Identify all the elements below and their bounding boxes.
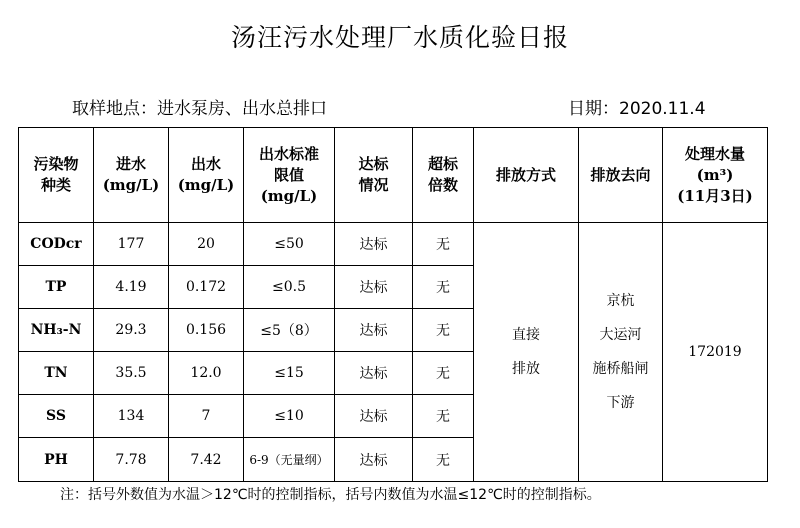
compliance-status: 达标 — [335, 395, 413, 438]
limit-value: ≤5（8） — [244, 309, 335, 352]
limit-value: ≤10 — [244, 395, 335, 438]
header-discharge-destination: 排放去向 — [579, 128, 663, 223]
exceed-ratio: 无 — [413, 352, 474, 395]
pollutant-name: CODcr — [19, 223, 94, 266]
outflow-value: 0.156 — [169, 309, 244, 352]
outflow-value: 7 — [169, 395, 244, 438]
inflow-value: 134 — [94, 395, 169, 438]
pollutant-name: TN — [19, 352, 94, 395]
header-pollutant: 污染物 种类 — [19, 128, 94, 223]
discharge-destination: 京杭 大运河 施桥船闸 下游 — [579, 223, 663, 482]
inflow-value: 177 — [94, 223, 169, 266]
outflow-value: 0.172 — [169, 266, 244, 309]
treated-volume: 172019 — [663, 223, 768, 482]
pollutant-name: SS — [19, 395, 94, 438]
table-row — [19, 223, 768, 266]
inflow-value: 29.3 — [94, 309, 169, 352]
footnote: 注：括号外数值为水温＞12℃时的控制指标，括号内数值为水温≤12℃时的控制指标。 — [60, 487, 601, 503]
pollutant-name: NH₃-N — [19, 309, 94, 352]
compliance-status: 达标 — [335, 223, 413, 266]
inflow-value: 4.19 — [94, 266, 169, 309]
pollutant-name: PH — [19, 438, 94, 482]
compliance-status: 达标 — [335, 438, 413, 482]
compliance-status: 达标 — [335, 309, 413, 352]
compliance-status: 达标 — [335, 352, 413, 395]
outflow-value: 12.0 — [169, 352, 244, 395]
exceed-ratio: 无 — [413, 309, 474, 352]
water-quality-table — [18, 127, 768, 482]
inflow-value: 7.78 — [94, 438, 169, 482]
limit-value: ≤0.5 — [244, 266, 335, 309]
header-inflow: 进水 (mg/L) — [94, 128, 169, 223]
table-header-row — [19, 128, 768, 223]
outflow-value: 7.42 — [169, 438, 244, 482]
inflow-value: 35.5 — [94, 352, 169, 395]
discharge-method: 直接 排放 — [474, 223, 579, 482]
exceed-ratio: 无 — [413, 266, 474, 309]
report-date: 日期：2020.11.4 — [568, 99, 706, 119]
exceed-ratio: 无 — [413, 438, 474, 482]
header-compliance: 达标 情况 — [335, 128, 413, 223]
exceed-ratio: 无 — [413, 223, 474, 266]
limit-value: ≤50 — [244, 223, 335, 266]
header-treated-volume: 处理水量 (m³) (11月3日) — [663, 128, 768, 223]
exceed-ratio: 无 — [413, 395, 474, 438]
pollutant-name: TP — [19, 266, 94, 309]
report-title: 汤汪污水处理厂水质化验日报 — [230, 23, 569, 52]
compliance-status: 达标 — [335, 266, 413, 309]
header-exceed: 超标 倍数 — [413, 128, 474, 223]
outflow-value: 20 — [169, 223, 244, 266]
sampling-location: 取样地点：进水泵房、出水总排口 — [72, 99, 327, 119]
header-discharge-method: 排放方式 — [474, 128, 579, 223]
limit-value: ≤15 — [244, 352, 335, 395]
header-limit: 出水标准 限值 (mg/L) — [244, 128, 335, 223]
header-outflow: 出水 (mg/L) — [169, 128, 244, 223]
limit-value: 6-9（无量纲） — [244, 438, 335, 482]
